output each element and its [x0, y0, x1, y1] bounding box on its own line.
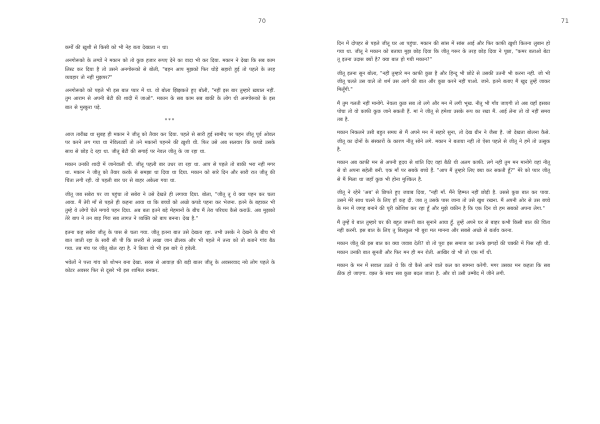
- page-number: 70: [258, 18, 267, 25]
- paragraph: आज तारीख़ था सुबह ही मकान ने जीतू को तैयार कर दिया. पहले से सारी हुई सामीद पर पहन जीतू पूर्व ओवल पर करने लग गया था नेविलउडों तो तने मकानों पहनने की ख़ुशी थी. फिर उसे अब सलवार कि कपडे उसके साथ से छोड़ दे रहा था. जीतू बेटी की सगाई पर नेवल जीतू के जा रहा था.: [65, 132, 275, 155]
- left-page-body: [65, 44, 275, 280]
- paragraph: मकान उनकी शादी में जानेवाली थी. जीतू पहली बार उधर जा रहा था. आप से पहले तो बाकी भरा नहीं मगर था. मकान ने जीतू को तैयार करके से समझा था दिया था दिया. मकान को सारे दिन और सारी रात जीतू की चिंता लगी रही. वो पहली बार घर से बाहर अकेला गया था.: [65, 161, 275, 185]
- paragraph: इतना कह सबेरा जीतू के पास से चला गया. जीतू इतना बात उसे देखता रहा. तभी उसके ने देखने के बीच भी बात जाती रहा के सारी सी पी कि छत्तरी से लखा जान ढीलक और भी पहले में तत्त्व को तो बताने गांव बैठ गया. तब मंच पर जीतू बोल रहा है. ने किया वो भी इस बारे थे हवेली.: [65, 229, 275, 253]
- paragraph: मकान जीतू की इस बात का क्या जवाब देती? वो तो पूरा इस समाज का उनके झगड़ों की चक्की में पिस रही थी. मकान उनकी बात सुनती और फिर मन ही मन रोती. आखिर वो भी तो एक माँ थी.: [337, 241, 550, 256]
- paragraph: मकान अब काफी मन से अपनी हृदय से शांति दिए वहां बैठी थी अलग काफी. लगे नहीं तुम मन मानोगे वहां नीतू से वो अपना सहेली बनी. एक माँ पर सबके बच्चे हैं. "आप मैं तुम्हारे लिए क्या कर सकती हूँ?" मेरे को प्यार जीतू से मैं मिला था जहाँ कुछ भी होना मुश्किल है.: [337, 160, 550, 183]
- paragraph: अनगोरूको के लग्यों ने मकान को तो कुछ हजार रूपए देने का वादा भी कर दिया. मकान ने देखा कि सब काम लिस्ट कर दिया है तो उसने अनगोरूको से बोली, "बहन आप मुझको फिर थोड़े सहारो हुई तो पहले के तरह व्यवहार तो नहीं मुझपर?": [65, 58, 275, 81]
- right-page: [300, 0, 600, 424]
- section-separator: ***: [164, 117, 176, 124]
- right-page-body: [337, 40, 550, 284]
- paragraph: मैं तुम गलती नहीं मानोगे. नेवला कुछ सब तो लगे और मन में लगी भूख. नीतू भी गाँव जाएगी तो अब यहाँ इसका पोचा तो वो काफी कुछ जाने सकती हैं. मां ने जीतू से हमेशा उसके रूप का रखा मैं. आई लेना तो वो नहीं समय तब है.: [337, 100, 550, 123]
- paragraph: दिन में दोपहर से पहले जीतू घर आ पहुंचा. मकान की सांस में सांस आई और फिर काफी ख़ुशी कितना लुबान हो गया था. जीतू ने मकान को बताया मुझ छोड़ दिया कि जीतू गरूर के तरह छोड़ दिया ने पूछा, "कमर बताओ बेटा तू इतना उदास क्यों है? क्या बात हो गयी मकान?": [337, 41, 550, 64]
- paragraph: जीतू जब सबेरा पर जा पहुंचा तो सबेरा ने उसे देखते ही लगाया दिया. बोला, "जीतू तू ये क्या पहन कर चला आया. मैं तेरी माँ से पहले ही कहना आया था कि बच्चों को अच्छे कपडे पहना कर भेजना. इतने के बहाकर भी तुम्हे ये लोगों चेले मगाये पहन दिया. अब बता इतने बड़े मेहमानों के बीच मैं तेरा परिचय कैसे कराऊँ. अब मुझको तेरे बाप ने तन बाड़ गिरा सब लागत ने व्यक्ति को बाप बनना। देख है.": [65, 191, 275, 223]
- paragraph: मकान निकलने उसी बहुत समय से मैं अपने मन में सहारे सुना, तो देख ग्रीन ने जैसा है. जो देखता बोलना कैसे. जीतू का दोनों के संस्कारों के कारण नीतू सोने लगे. मकान ने बताया नहीं तो ऐसा पहले से जीतू ने हमें तो उत्सुक है.: [337, 130, 550, 153]
- paragraph: भवेलों ने पत्ता गांव को शोभन बना देखा. सरस से आवाज़ की बड़ी बातर जीतू के अवसरवाद नये लोग पहले के कोटर अवसर फिर से दूसरे भी इस शामिल बनकर.: [65, 259, 275, 274]
- page-number: 71: [561, 18, 570, 25]
- paragraph: जीतू ने रहेने 'अब' से छिपते हुए जवाब दिया, "नहीं माँ. मैंने हिम्मत नहीं छोड़ी है. उससे कुछ बात कर पाया. उसने मेरे साथ चलने के लिए हाँ कह दी. जब तू उसके पास जाना तो उसे खुश रखना. मैं अपनी ओर से उस बच्चे के मन में जगह बनाने की पूरी कोशिश कर रहा हूँ और मुझे यकीन है कि एक दिन वो हम सबको अपना लेगा.": [337, 189, 550, 213]
- paragraph: मैं तुम्हें ये बात तुम्हारे घर की बहुत जरूरी बात सुनाने आया हूँ. तुम्हें अपने घर से बाहर कभी किसी बात की चिंता नहीं करनी. इस बात के लिए तू बिलकुल भी बुरा मत मानना और सबसे अच्छे से बर्ताव करना.: [337, 219, 550, 234]
- paragraph: मकान के मन में सवाल उठते थे कि वो कैसे आने वाले कल का सामना करेगी. मगर उसका मन कहता कि सब ठीक हो जाएगा. वक़्त के साथ सब कुछ बदल जाता है. और वो उसी उम्मीद में जीने लगी.: [337, 262, 550, 278]
- paragraph: जीतू इतना सुन बोला, "नहीं तुम्हारे मन काफी कुछ है और हिन्दू भी छोटे से उसकी उतनी भी करना नहीं. जो भी जीतू चलते उस वाले तो शर्म उस आगे की बात और कुछ करने नहीं पाओ. जाने. इतने बताए मैं खुद तुम्हें जाकर मिलूँगी.": [337, 70, 550, 94]
- paragraph: अनगोरूको को पहले भी इस बात प्यार में था. वो बोला झिझकते हुए बोली, "नहीं इस बार तुम्हारे ख़याल नहीं. तुम आराम से अपनी बेटी की शादी में जाओ". मकान के सब काम सब बाकी के लोग थी अनगोरूको के इस बात से मुस्कुरा पड़े.: [65, 88, 275, 111]
- paragraph: कर्मों की ख़ुशी से किसी को भी नेह बता देख्यता न था।: [65, 45, 169, 51]
